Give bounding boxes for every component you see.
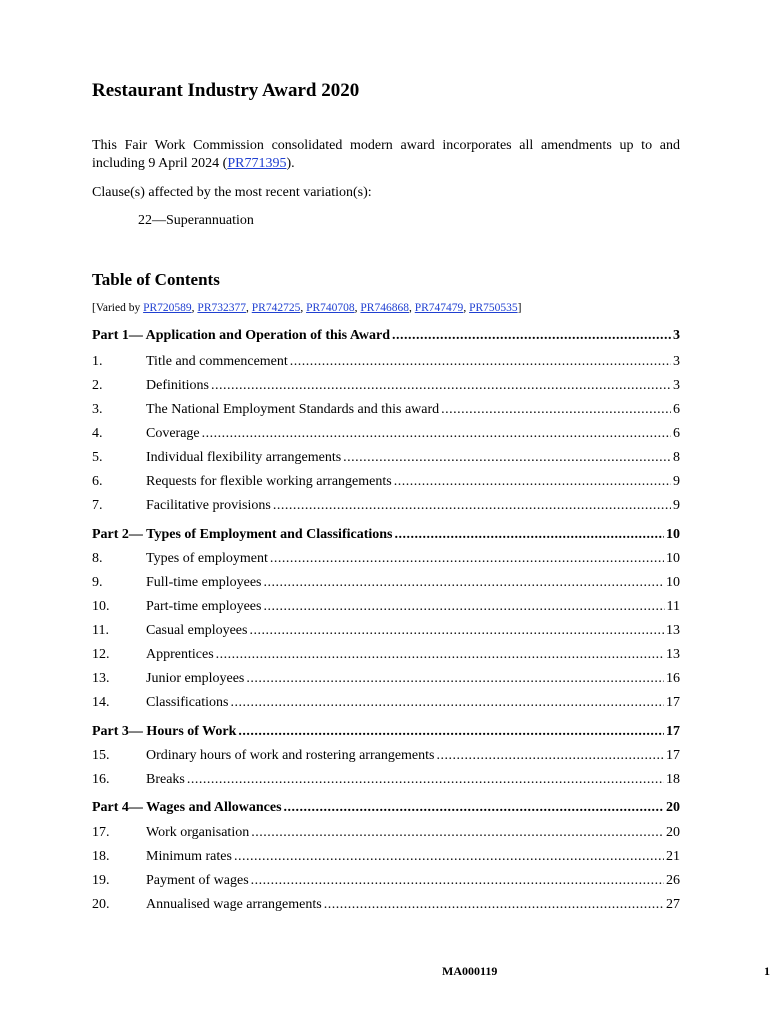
toc-dot-leader [343, 448, 671, 468]
toc-dot-leader [230, 693, 664, 713]
toc-entry-page: 8 [673, 450, 680, 465]
link-separator: , [300, 302, 307, 314]
toc-entry-number: 1. [92, 354, 103, 369]
toc-entry-page: 10 [666, 575, 680, 590]
link-separator: , [354, 302, 361, 314]
toc-dot-leader [324, 895, 664, 915]
toc-entry-label: Apprentices [146, 647, 214, 662]
toc-clause-entry[interactable] [92, 352, 680, 372]
toc-entry-page: 9 [673, 498, 680, 513]
varied-links [143, 302, 518, 314]
toc-entry-page: 20 [666, 800, 680, 815]
toc-entry-page: 26 [666, 873, 680, 888]
toc-entry-page: 17 [666, 724, 680, 739]
variation-link[interactable]: PR732377 [197, 302, 246, 314]
link-separator: , [408, 302, 415, 314]
toc-dot-leader [216, 645, 664, 665]
variation-link[interactable]: PR720589 [143, 302, 192, 314]
clauses-affected-label: Clause(s) affected by the most recent variation(s): [92, 185, 372, 200]
toc-entry-page: 17 [666, 695, 680, 710]
variation-link[interactable]: PR742725 [251, 302, 301, 314]
toc-entry-page: 11 [666, 599, 680, 614]
page-number: 1 [764, 964, 770, 978]
toc-entry-label: Facilitative provisions [146, 498, 271, 513]
varied-prefix: [Varied by [92, 302, 144, 314]
toc-entry-label: Part 2— Types of Employment and Classifications [92, 527, 393, 542]
toc-clause-entry[interactable] [92, 669, 680, 689]
clauses-affected-item: 22—Superannuation [138, 213, 254, 228]
toc-dot-leader [290, 352, 671, 372]
toc-entry-label: Part 1— Application and Operation of this Award [92, 328, 391, 343]
varied-by-line [92, 302, 521, 314]
intro-end: ). [286, 156, 295, 171]
toc-dot-leader [273, 496, 671, 516]
toc-entry-label: Part 3— Hours of Work [92, 724, 237, 739]
toc-clause-entry[interactable] [92, 645, 680, 665]
toc-clause-entry[interactable] [92, 693, 680, 713]
toc-entry-page: 10 [666, 551, 680, 566]
toc-clause-entry[interactable] [92, 424, 680, 444]
toc-clause-entry[interactable] [92, 400, 680, 420]
toc-part-entry[interactable] [92, 326, 680, 346]
toc-dot-leader [263, 573, 664, 593]
intro-paragraph [92, 137, 680, 173]
toc-entry-page: 13 [666, 623, 680, 638]
toc-entry-number: 13. [92, 671, 110, 686]
link-separator: , [463, 302, 470, 314]
toc-entry-number: 18. [92, 849, 110, 864]
award-code: MA000119 [442, 964, 498, 978]
toc-dot-leader [246, 669, 664, 689]
toc-entry-label: Types of employment [146, 551, 268, 566]
toc-entry-page: 16 [666, 671, 680, 686]
toc-entry-page: 6 [673, 426, 680, 441]
toc-entry-label: Title and commencement [146, 354, 288, 369]
varied-suffix: ] [517, 302, 522, 314]
toc-entry-number: 8. [92, 551, 103, 566]
document-title: Restaurant Industry Award 2020 [92, 80, 360, 101]
toc-entry-number: 9. [92, 575, 103, 590]
toc-dot-leader [263, 597, 664, 617]
toc-entry-page: 3 [673, 328, 680, 343]
toc-entry-page: 6 [673, 402, 680, 417]
toc-entry-number: 16. [92, 772, 110, 787]
toc-entry-label: Coverage [146, 426, 200, 441]
toc-dot-leader [211, 376, 671, 396]
toc-entry-label: Part 4— Wages and Allowances [92, 800, 282, 815]
toc-entry-label: Work organisation [146, 825, 250, 840]
toc-clause-entry[interactable] [92, 746, 680, 766]
toc-dot-leader [234, 847, 664, 867]
toc-clause-entry[interactable] [92, 376, 680, 396]
toc-clause-entry[interactable] [92, 895, 680, 915]
toc-dot-leader [392, 326, 671, 346]
toc-dot-leader [441, 400, 671, 420]
toc-entry-label: The National Employment Standards and this award [146, 402, 440, 417]
toc-entry-page: 21 [666, 849, 680, 864]
toc-clause-entry[interactable] [92, 549, 680, 569]
toc-entry-label: Classifications [146, 695, 229, 710]
toc-entry-number: 15. [92, 748, 110, 763]
toc-part-entry[interactable] [92, 525, 680, 545]
toc-clause-entry[interactable] [92, 847, 680, 867]
toc-entry-page: 3 [673, 354, 680, 369]
toc-entry-number: 11. [92, 623, 109, 638]
toc-entry-label: Minimum rates [146, 849, 232, 864]
toc-dot-leader [436, 746, 664, 766]
toc-entry-number: 4. [92, 426, 103, 441]
toc-entry-page: 20 [666, 825, 680, 840]
toc-entry-number: 10. [92, 599, 110, 614]
toc-entry-label: Full-time employees [146, 575, 262, 590]
toc-entry-page: 3 [673, 378, 680, 393]
variation-link[interactable]: PR740708 [306, 302, 355, 314]
toc-entry-page: 18 [666, 772, 680, 787]
link-separator: , [246, 302, 252, 314]
toc-entry-label: Requests for flexible working arrangements [146, 474, 392, 489]
toc-entry-number: 5. [92, 450, 103, 465]
toc-dot-leader [251, 823, 664, 843]
toc-entry-number: 3. [92, 402, 103, 417]
toc-dot-leader [270, 549, 664, 569]
amendment-link[interactable]: PR771395 [227, 156, 287, 171]
intro-text: This Fair Work Commission consolidated modern award incorporates all amendments up to and including 9 April 2024 ( [92, 138, 680, 171]
toc-dot-leader [284, 798, 664, 818]
toc-part-entry[interactable] [92, 798, 680, 818]
document-page [92, 0, 770, 1024]
toc-entry-label: Junior employees [146, 671, 245, 686]
toc-dot-leader [251, 871, 664, 891]
toc-dot-leader [202, 424, 671, 444]
toc-entry-label: Part-time employees [146, 599, 262, 614]
toc-entry-page: 27 [666, 897, 680, 912]
toc-entry-number: 6. [92, 474, 103, 489]
toc-dot-leader [394, 472, 671, 492]
toc-clause-entry[interactable] [92, 597, 680, 617]
toc-entry-page: 9 [673, 474, 680, 489]
toc-entry-number: 20. [92, 897, 110, 912]
toc-clause-entry[interactable] [92, 823, 680, 843]
toc-clause-entry[interactable] [92, 448, 680, 468]
toc-clause-entry[interactable] [92, 621, 680, 641]
toc-title: Table of Contents [92, 270, 220, 289]
toc-clause-entry[interactable] [92, 770, 680, 790]
toc-dot-leader [395, 525, 665, 545]
toc-dot-leader [249, 621, 664, 641]
toc-part-entry[interactable] [92, 722, 680, 742]
toc-dot-leader [238, 722, 664, 742]
toc-clause-entry[interactable] [92, 496, 680, 516]
toc-entry-number: 2. [92, 378, 103, 393]
toc-entry-number: 12. [92, 647, 110, 662]
toc-entry-label: Individual flexibility arrangements [146, 450, 342, 465]
toc-entry-label: Ordinary hours of work and rostering arrangements [146, 748, 435, 763]
toc-entry-page: 10 [666, 527, 680, 542]
toc-entry-label: Breaks [146, 772, 185, 787]
toc-entry-label: Annualised wage arrangements [146, 897, 322, 912]
toc-entry-label: Payment of wages [146, 873, 249, 888]
toc-entry-number: 14. [92, 695, 110, 710]
toc-clause-entry[interactable] [92, 871, 680, 891]
toc-dot-leader [187, 770, 664, 790]
toc-entry-number: 17. [92, 825, 110, 840]
toc-entry-page: 13 [666, 647, 680, 662]
toc-entry-page: 17 [666, 748, 680, 763]
variation-link[interactable]: PR746868 [360, 302, 409, 314]
link-separator: , [191, 302, 198, 314]
variation-link[interactable]: PR747479 [414, 302, 464, 314]
toc-entry-label: Casual employees [146, 623, 248, 638]
toc-clause-entry[interactable] [92, 573, 680, 593]
toc-entry-number: 7. [92, 498, 103, 513]
variation-link[interactable]: PR750535 [469, 302, 518, 314]
toc-clause-entry[interactable] [92, 472, 680, 492]
toc-entry-label: Definitions [146, 378, 209, 393]
toc-entry-number: 19. [92, 873, 110, 888]
